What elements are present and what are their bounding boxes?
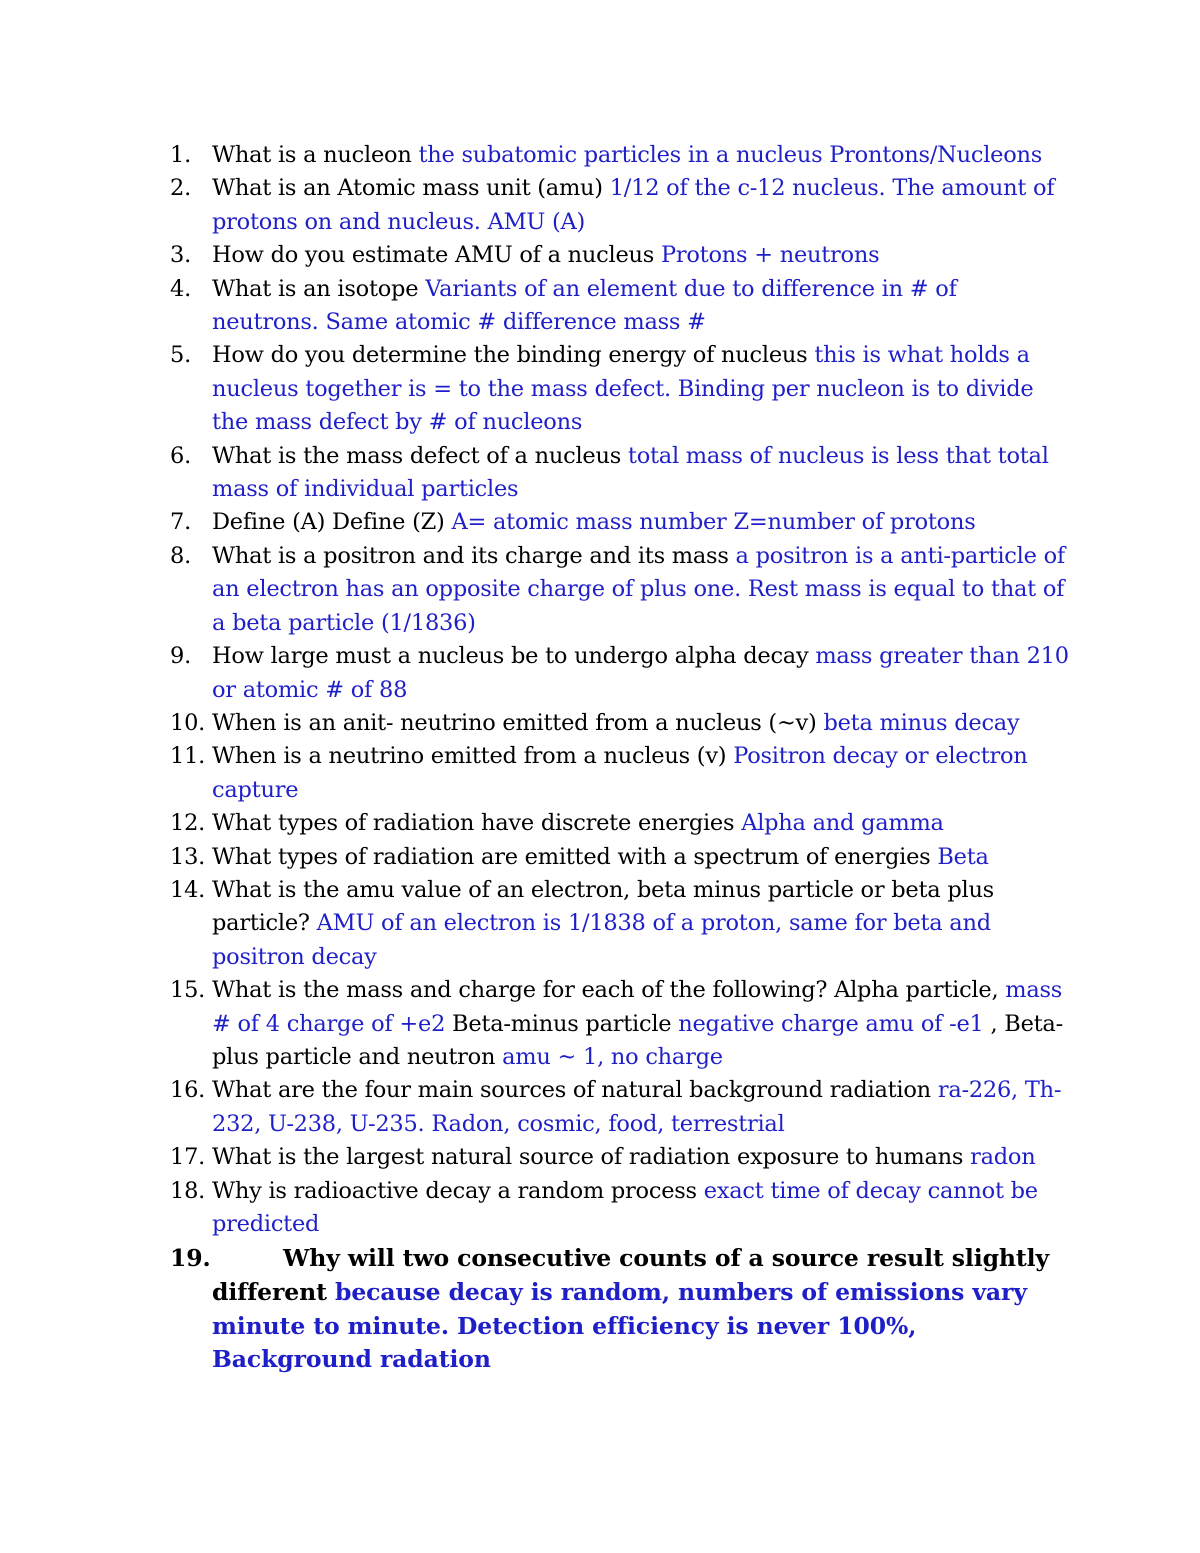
question-text: How large must a nucleus be to undergo alpha decay: [212, 643, 809, 670]
question-text: When is a neutrino emitted from a nucleus (v): [212, 743, 727, 770]
answer-text: negative charge amu of -e1: [678, 1010, 984, 1037]
list-item: [170, 506, 1070, 539]
question-text: How do you determine the binding energy of nucleus: [212, 342, 808, 369]
item-text: [212, 440, 1070, 507]
item-text: [212, 339, 1070, 439]
answer-text: total mass of nucleus is less that total mass of individual particles: [212, 442, 1049, 503]
item-number: 17.: [170, 1144, 206, 1171]
answer-text: A= atomic mass number Z=number of protons: [451, 509, 976, 536]
item-number: 9.: [170, 643, 191, 670]
question-text: What types of radiation are emitted with a spectrum of energies: [212, 843, 931, 870]
item-number: 5.: [170, 342, 191, 369]
item-text: [212, 540, 1070, 640]
question-text: How do you estimate AMU of a nucleus: [212, 242, 655, 269]
item-number: 4.: [170, 275, 191, 302]
answer-text: Variants of an element due to difference in # of neutrons. Same atomic # difference mass #: [212, 275, 957, 336]
list-item: [170, 707, 1070, 740]
list-item: [170, 339, 1070, 439]
item-text: [212, 707, 1070, 740]
question-text: What is the mass and charge for each of the following? Alpha particle,: [212, 977, 999, 1004]
question-list: [170, 139, 1070, 1377]
item-number: 7.: [170, 509, 191, 536]
item-text: [212, 1175, 1070, 1242]
question-text: What is a nucleon: [212, 142, 412, 168]
question-text: What is the largest natural source of radiation exposure to humans: [212, 1144, 964, 1171]
list-item: [170, 1242, 1070, 1376]
item-number: 3.: [170, 242, 191, 269]
item-text: [212, 1141, 1070, 1174]
question-text: What are the four main sources of natural background radiation: [212, 1077, 931, 1104]
item-number: 12.: [170, 810, 206, 837]
list-item: [170, 139, 1070, 172]
item-text: [212, 1074, 1070, 1141]
answer-text: a positron is a anti-particle of an electron has an opposite charge of plus one. Rest mass is equal to that of a beta particle (1/1836): [212, 542, 1065, 636]
list-item: [170, 440, 1070, 507]
question-text: What is an isotope: [212, 275, 419, 302]
list-item: [170, 273, 1070, 340]
question-text: What is the amu value of an electron, beta minus particle or beta plus particle?: [212, 876, 994, 937]
answer-text: this is what holds a nucleus together is = to the mass defect. Binding per nucleon is to divide the mass defect by # of nucleons: [212, 342, 1034, 436]
question-text: Why will two consecutive counts of a source result slightly different: [212, 1244, 1050, 1306]
answer-text: mass greater than 210 or atomic # of 88: [212, 643, 1069, 703]
answer-text: ra-226, Th-232, U-238, U-235. Radon, cosmic, food, terrestrial: [212, 1077, 1062, 1137]
item-text: [212, 841, 1070, 874]
list-item: [170, 239, 1070, 272]
item-text: [212, 874, 1070, 974]
item-text: [212, 506, 1070, 539]
item-text: [212, 273, 1070, 340]
list-item: [170, 1141, 1070, 1174]
question-text: , Beta-plus particle and neutron: [212, 1010, 1063, 1070]
answer-text: amu ~ 1, no charge: [502, 1043, 723, 1070]
question-text: What is an Atomic mass unit (amu): [212, 175, 603, 202]
answer-text: Protons + neutrons: [660, 242, 880, 269]
item-text: [212, 1242, 1070, 1376]
answer-text: because decay is random, numbers of emissions vary minute to minute. Detection efficiency is never 100%, Background radation: [212, 1278, 1027, 1374]
answer-text: Positron decay or electron capture: [212, 743, 1028, 803]
item-number: 11.: [170, 743, 206, 770]
item-number: 19.: [170, 1244, 211, 1273]
item-number: 10.: [170, 709, 206, 736]
item-number: 6.: [170, 442, 191, 469]
item-number: 18.: [170, 1177, 206, 1204]
question-text: When is an anit- neutrino emitted from a nucleus (~v): [212, 709, 817, 736]
item-number: 14.: [170, 876, 206, 903]
answer-text: mass # of 4 charge of +e2: [212, 977, 1063, 1037]
question-text: What types of radiation have discrete energies: [212, 810, 735, 837]
item-number: 13.: [170, 843, 206, 870]
answer-text: Beta: [937, 843, 989, 870]
answer-text: exact time of decay cannot be predicted: [212, 1177, 1038, 1237]
item-text: [212, 139, 1070, 172]
answer-text: beta minus decay: [823, 709, 1020, 736]
item-number: 15.: [170, 977, 206, 1004]
list-item: [170, 172, 1070, 239]
answer-text: radon: [970, 1144, 1036, 1171]
item-number: 1.: [170, 142, 191, 168]
list-item: [170, 740, 1070, 807]
question-text: What is the mass defect of a nucleus: [212, 442, 621, 469]
list-item: [170, 1175, 1070, 1242]
answer-text: Alpha and gamma: [741, 810, 944, 837]
answer-text: the subatomic particles in a nucleus Prontons/Nucleons: [418, 142, 1043, 168]
item-number: 8.: [170, 542, 191, 569]
question-text: Beta-minus particle: [452, 1010, 672, 1037]
item-text: [212, 974, 1070, 1074]
list-item: [170, 640, 1070, 707]
list-item: [170, 1074, 1070, 1141]
item-text: [212, 640, 1070, 707]
question-text: What is a positron and its charge and its mass: [212, 542, 729, 569]
answer-text: 1/12 of the c-12 nucleus. The amount of protons on and nucleus. AMU (A): [212, 175, 1055, 235]
item-text: [212, 239, 1070, 272]
item-number: 16.: [170, 1077, 206, 1104]
item-text: [212, 172, 1070, 239]
list-item: [170, 540, 1070, 640]
question-text: Define (A) Define (Z): [212, 509, 445, 536]
list-item: [170, 807, 1070, 840]
list-item: [170, 841, 1070, 874]
question-text: Why is radioactive decay a random process: [212, 1177, 697, 1204]
item-number: 2.: [170, 175, 191, 202]
list-item: [170, 874, 1070, 974]
item-text: [212, 807, 1070, 840]
item-text: [212, 740, 1070, 807]
answer-text: AMU of an electron is 1/1838 of a proton, same for beta and positron decay: [212, 910, 991, 970]
list-item: [170, 974, 1070, 1074]
